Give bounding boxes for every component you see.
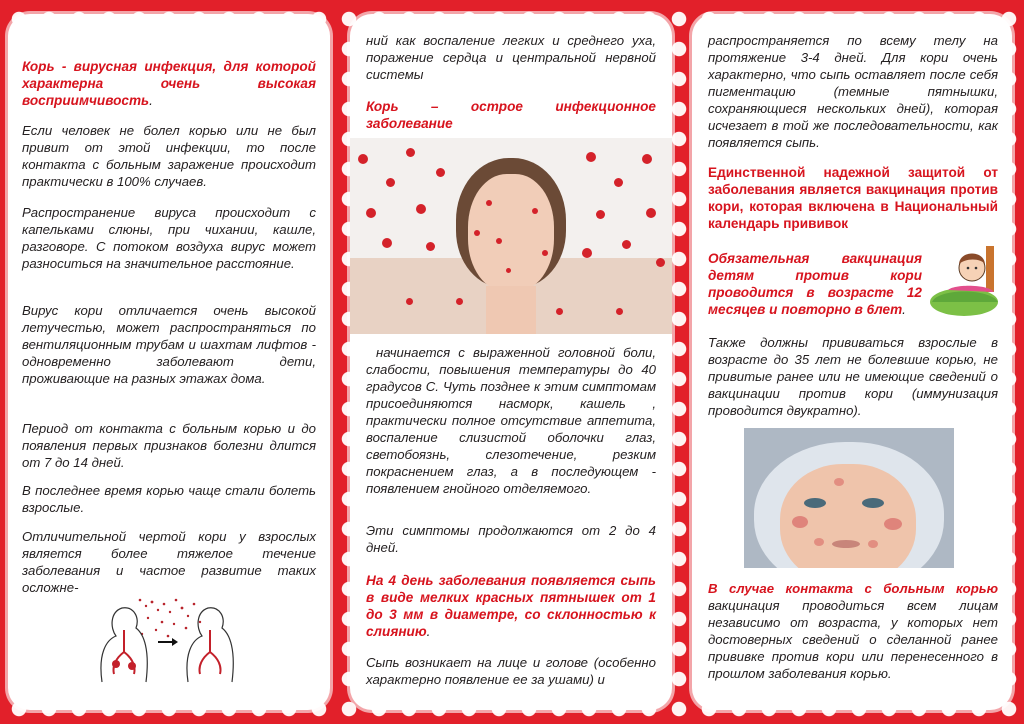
adults-paragraph: В последнее время корью чаще стали болеть взрослые.: [22, 483, 316, 515]
middle-panel: [350, 14, 672, 710]
acute-disease-heading: Корь – острое инфекционное заболевание: [366, 99, 656, 131]
symptoms-paragraph: начинается с выраженной головной боли, слабости, повышения температуры до 40 градусов С. Чуть позднее к этим симптомам присоединяются насморк, кашель , практически полное отсутствие аппетита, воспаление слизистой оболочки глаз, светобоязнь, слезотечение, резким покраснением глаз, а в последующем - появлением гнойного отделяемого.: [366, 345, 656, 496]
contact-vaccination-red-text: В случае контакта с больным корью: [708, 581, 998, 596]
contact-paragraph: Если человек не болел корью или не был привит от этой инфекции, то после контакта с больным заражение происходит практически в 100% случаев.: [22, 123, 316, 189]
intro-paragraph: Корь - вирусная инфекция, для которой характерна очень высокая восприимчивость.: [22, 59, 316, 108]
intro-red-text: Корь - вирусная инфекция, для которой характерна очень высокая восприимчивость: [22, 59, 316, 108]
contact-vaccination-paragraph: В случае контакта с больным корью вакцинация проводиться всем лицам независимо от возраста, у которых нет достоверных сведений о сделанной ранее прививке против кори или перенесенного в прошлом заболевания корью.: [708, 581, 998, 681]
volatility-paragraph: Вирус кори отличается очень высокой летучестью, может распространяться по вентиляционным трубам и шахтам лифтов - одновременно заболевают дети, проживающие на разных этажах дома.: [22, 303, 316, 386]
complications-paragraph: Отличительной чертой кори у взрослых является более тяжелое течение заболевания и частое развитие таких осложне-: [22, 529, 316, 595]
rash-red-text: На 4 день заболевания появляется сыпь в виде мелких красных пятнышек от 1 до 3 мм в диаметре, со склонностью к слиянию: [366, 573, 656, 639]
sick-child-illustration: [928, 240, 1004, 318]
vaccination-protection-text: Единственной надежной защитой от заболевания является вакцинация против кори, которая включена в Национальный календарь прививок: [708, 165, 998, 231]
left-panel: [8, 14, 330, 710]
mandatory-vaccination-red-text: Обязательная вакцинация детям против кори проводится в возрасте 12 месяцев и повторно в 6лет: [708, 251, 922, 317]
airborne-transmission-illustration: [88, 594, 248, 686]
rash-location-paragraph: Сыпь возникает на лице и голове (особенно характерно появление ее за ушами) и: [366, 655, 656, 687]
incubation-paragraph: Период от контакта с больным корью и до появления первых признаков болезни длится от 7 до 14 дней.: [22, 421, 316, 470]
spread-paragraph: Распространение вируса происходит с капельками слюны, при чихании, кашле, разговоре. С потоком воздуха вирус может разноситься на значительное расстояние.: [22, 205, 316, 271]
adult-vaccination-paragraph: Также должны прививаться взрослые в возрасте до 35 лет не болевшие корью, не привитые ранее или не имеющие сведений о вакцинации против кори (иммунизация проводится двукратно).: [708, 335, 998, 418]
right-panel: [692, 14, 1012, 710]
mandatory-vaccination-paragraph: Обязательная вакцинация детям против кори проводится в возрасте 12 месяцев и повторно в 6лет.: [708, 251, 922, 317]
rash-spread-paragraph: распространяется по всему телу на протяжение 3-4 дней. Для кори очень характерно, что сыпь оставляет после себя пигментацию (темные пятнышки, сохраняющиеся нескольких дней), которая исчезает в той же последовательности, как появляется сыпь.: [708, 33, 998, 150]
girl-with-measles-photo: [350, 138, 672, 334]
baby-with-measles-photo: [744, 428, 954, 568]
complications-continued-paragraph: ний как воспаление легких и среднего уха, поражение сердца и центральной нервной системы: [366, 33, 656, 82]
duration-paragraph: Эти симптомы продолжаются от 2 до 4 дней.: [366, 523, 656, 555]
rash-paragraph: На 4 день заболевания появляется сыпь в виде мелких красных пятнышек от 1 до 3 мм в диаметре, со склонностью к слиянию.: [366, 573, 656, 639]
